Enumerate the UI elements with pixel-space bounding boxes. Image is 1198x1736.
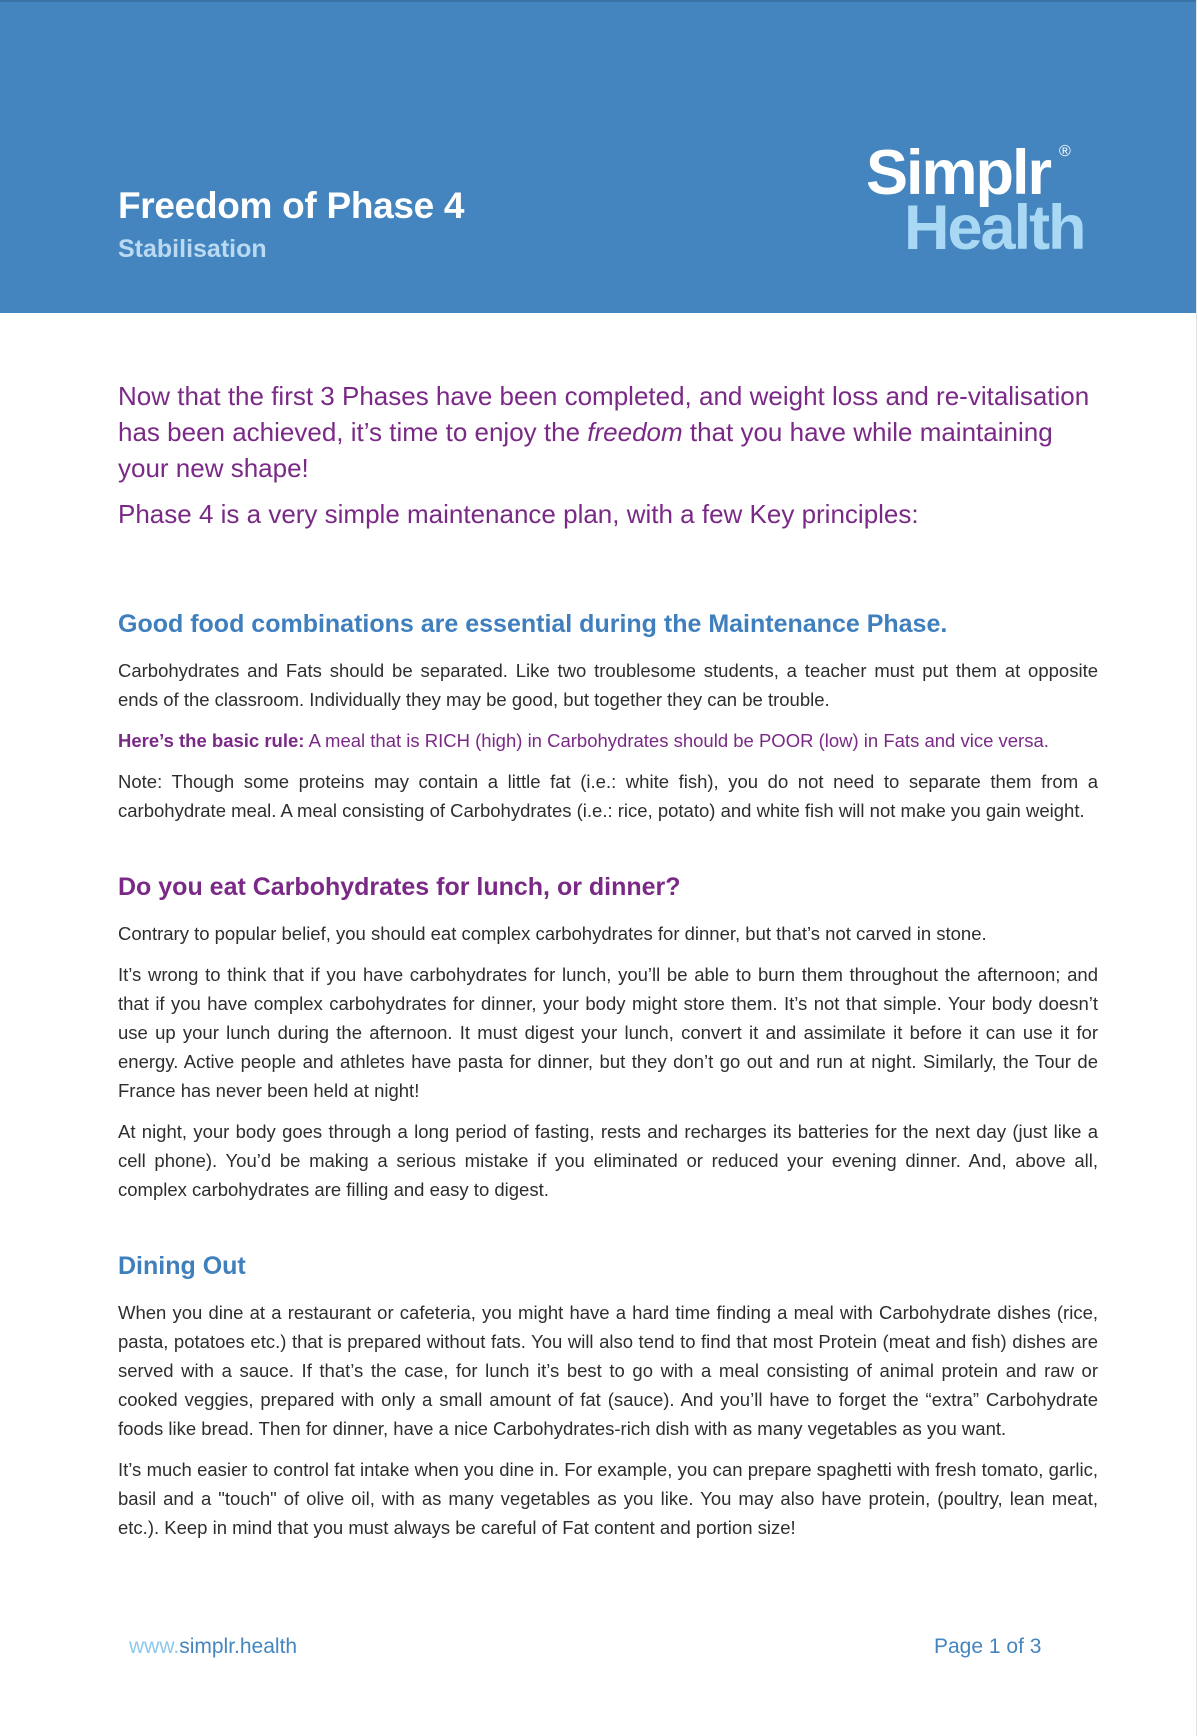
intro-text-before: Now that the first 3 Phases have been completed, and weight loss and re-vitalisation has been achieved, it’s time to enjoy the [118,381,1090,447]
section-heading-dining: Dining Out [118,1252,246,1280]
logo-word-simplr: Simplr [866,138,1051,208]
section-heading-combinations: Good food combinations are essential during the Maintenance Phase. [118,610,948,638]
simplr-health-logo [862,140,1112,270]
page-number: Page 1 of 3 [934,1635,1042,1658]
header-banner [0,0,1196,313]
timing-paragraph-2: It’s wrong to think that if you have carbohydrates for lunch, you’ll be able to burn them throughout the afternoon; and that if you have complex carbohydrates for dinner, your body might store them. It’s not that simple. Your body doesn’t use up your lunch during the afternoon. It must digest your lunch, convert it and assimilate it before it can use it for energy. Active people and athletes have pasta for dinner, but they don’t go out and run at night. Similarly, the Tour de France has never been held at night! [118,964,1098,1101]
intro-paragraph [118,378,1098,486]
basic-rule-label: Here’s the basic rule: [118,730,305,751]
dining-paragraph-1: When you dine at a restaurant or cafeteria, you might have a hard time finding a meal with Carbohydrate dishes (rice, pasta, potatoes etc.) that is prepared without fats. You will also tend to find that most Protein (meat and fish) dishes are served with a sauce. If that’s the case, for lunch it’s best to go with a meal consisting of animal protein and raw or cooked veggies, prepared with only a small amount of fat (sauce). And you’ll have to forget the “extra” Carbohydrate foods like bread. Then for dinner, have a nice Carbohydrates-rich dish with as many vegetables as you want. [118,1302,1098,1439]
intro-emphasis: freedom [587,417,683,447]
section-heading-timing: Do you eat Carbohydrates for lunch, or dinner? [118,873,681,901]
intro-text-after: that you have while maintaining your new shape! [118,417,1053,483]
registered-mark: ® [1059,143,1071,160]
logo-word-health: Health [904,193,1085,263]
combinations-note: Note: Though some proteins may contain a little fat (i.e.: white fish), you do not need to separate them from a carbohydrate meal. A meal consisting of Carbohydrates (i.e.: rice, potato) and white fish will not make you gain weight. [118,771,1098,821]
basic-rule-text: A meal that is RICH (high) in Carbohydrates should be POOR (low) in Fats and vice versa. [304,730,1049,751]
timing-paragraph-3: At night, your body goes through a long period of fasting, rests and recharges its batteries for the next day (just like a cell phone). You’d be making a serious mistake if you eliminated or reduced your evening dinner. And, above all, complex carbohydrates are filling and easy to digest. [118,1121,1098,1200]
dining-paragraph-2: It’s much easier to control fat intake when you dine in. For example, you can prepare spaghetti with fresh tomato, garlic, basil and a "touch" of olive oil, with as many vegetables as you like. You may also have protein, (poultry, lean meat, etc.). Keep in mind that you must always be careful of Fat content and portion size! [118,1459,1098,1538]
main-content [118,378,1098,1554]
footer-url-prefix: www. [129,1635,180,1658]
page-subtitle: Stabilisation [118,235,267,263]
page-title: Freedom of Phase 4 [118,185,465,226]
intro-principles: Phase 4 is a very simple maintenance plan, with a few Key principles: [118,499,919,529]
footer-url-domain: simplr.health [179,1635,298,1658]
timing-paragraph-1: Contrary to popular belief, you should eat complex carbohydrates for dinner, but that’s not carved in stone. [118,923,987,944]
basic-rule [118,726,1098,755]
footer-website-link[interactable] [129,1635,297,1659]
combinations-paragraph-1: Carbohydrates and Fats should be separated. Like two troublesome students, a teacher must put them at opposite ends of the classroom. Individually they may be good, but together they can be trouble. [118,660,1098,710]
